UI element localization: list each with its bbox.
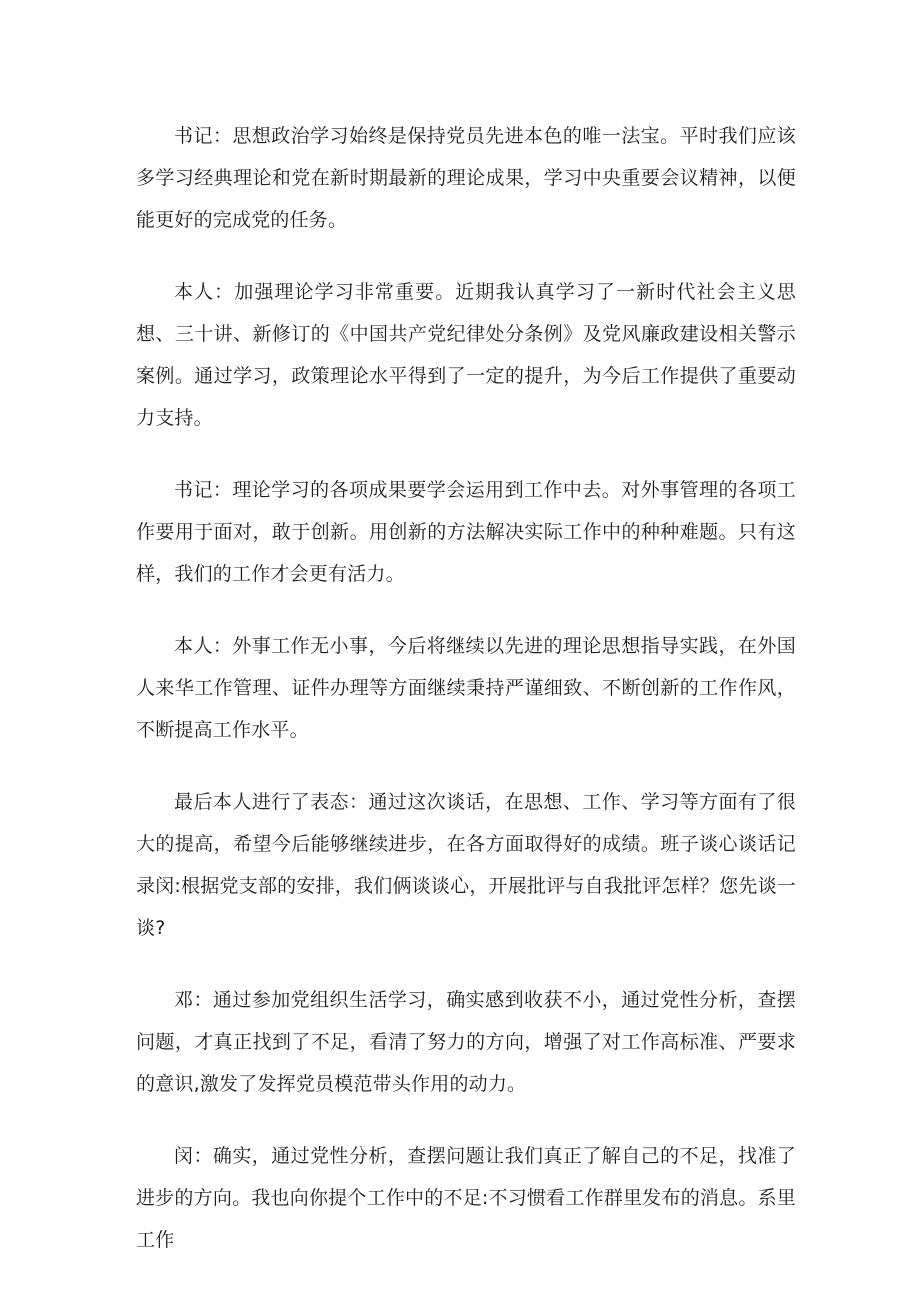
paragraph-secretary-study: 书记：思想政治学习始终是保持党员先进本色的唯一法宝。平时我们应该多学习经典理论和党在新时期最新的理论成果，学习中央重要会议精神，以便能更好的完成党的任务。 xyxy=(136,125,796,231)
paragraph-self-foreign-affairs: 本人：外事工作无小事，今后将继续以先进的理论思想指导实践，在外国人来华工作管理、证件办理等方面继续秉持严谨细致、不断创新的工作作风，不断提高工作水平。 xyxy=(136,635,796,741)
paragraph-secretary-apply: 书记：理论学习的各项成果要学会运用到工作中去。对外事管理的各项工作要用于面对，敢于创新。用创新的方法解决实际工作中的种种难题。只有这样，我们的工作才会更有活力。 xyxy=(136,479,796,585)
paragraph-self-theory: 本人：加强理论学习非常重要。近期我认真学习了一新时代社会主义思想、三十讲、新修订的《中国共产党纪律处分条例》及党风廉政建设相关警示案例。通过学习，政策理论水平得到了一定的提升，为今后工作提供了重要动力支持。 xyxy=(136,281,796,429)
document-body xyxy=(136,115,796,1261)
paragraph-min: 闵：确实，通过党性分析，查摆问题让我们真正了解自己的不足，找准了进步的方向。我也向你提个工作中的不足:不习惯看工作群里发布的消息。系里工作 xyxy=(136,1145,796,1251)
paragraph-self-statement: 最后本人进行了表态：通过这次谈话，在思想、工作、学习等方面有了很大的提高，希望今后能够继续进步，在各方面取得好的成绩。班子谈心谈话记录闵:根据党支部的安排，我们俩谈谈心，开展批评与自我批评怎样？您先谈一谈? xyxy=(136,791,796,939)
paragraph-deng: 邓：通过参加党组织生活学习，确实感到收获不小，通过党性分析，查摆问题，才真正找到了不足，看清了努力的方向，增强了对工作高标准、严要求的意识,激发了发挥党员模范带头作用的动力。 xyxy=(136,989,796,1095)
